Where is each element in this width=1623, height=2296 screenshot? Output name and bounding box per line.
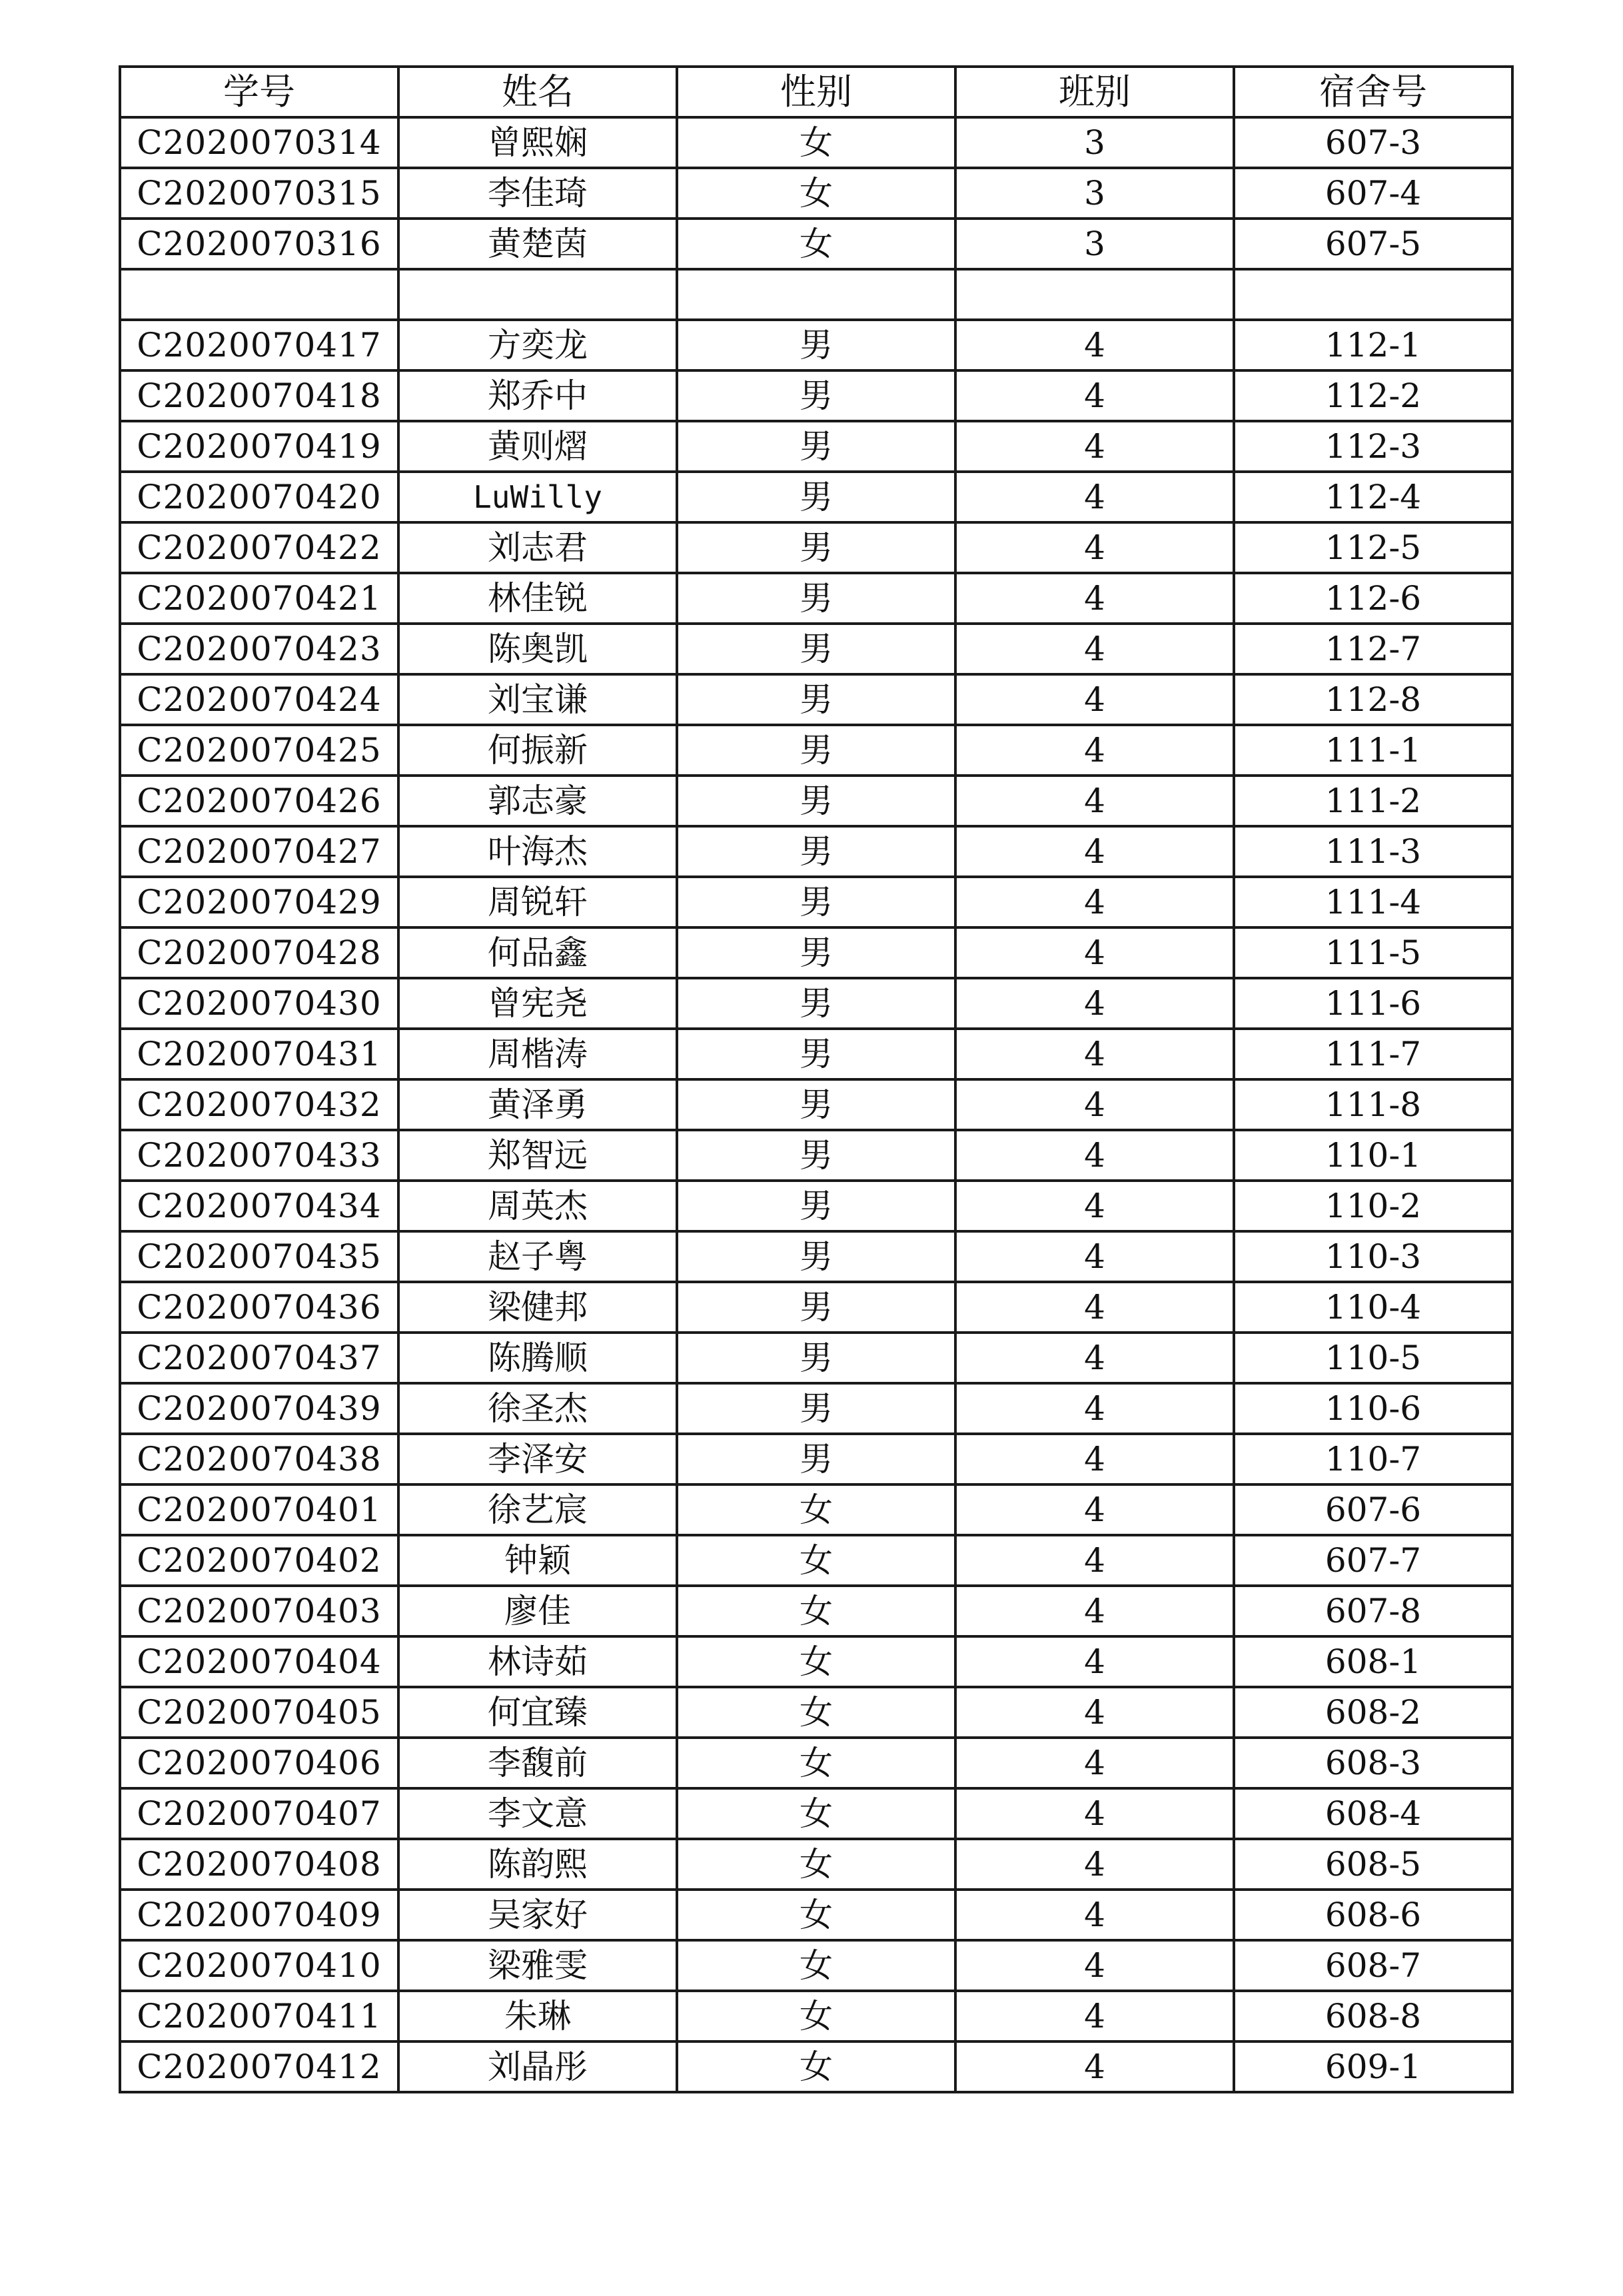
dorm-cell: 111-4 <box>1234 877 1512 927</box>
table-row <box>120 1839 1512 1890</box>
dorm-cell: 112-1 <box>1234 320 1512 370</box>
class-cell: 4 <box>955 1839 1234 1890</box>
class-cell: 4 <box>955 1181 1234 1231</box>
student-id-cell: C2020070401 <box>120 1484 398 1535</box>
gender-cell: 女 <box>677 1636 955 1687</box>
gender-cell: 男 <box>677 1079 955 1130</box>
gender-cell: 男 <box>677 674 955 725</box>
dorm-cell: 110-1 <box>1234 1130 1512 1181</box>
class-cell: 4 <box>955 1484 1234 1535</box>
student-id-cell: C2020070439 <box>120 1383 398 1434</box>
student-id-cell: C2020070402 <box>120 1535 398 1586</box>
table-row <box>120 1181 1512 1231</box>
table-row <box>120 1333 1512 1383</box>
class-cell: 3 <box>955 168 1234 219</box>
class-cell: 4 <box>955 1333 1234 1383</box>
table-row <box>120 624 1512 674</box>
name-cell: 郭志豪 <box>398 776 677 826</box>
table-row <box>120 1484 1512 1535</box>
gender-cell: 女 <box>677 1839 955 1890</box>
table-row <box>120 927 1512 978</box>
name-cell: 郑乔中 <box>398 370 677 421</box>
gender-cell: 男 <box>677 927 955 978</box>
dorm-cell: 111-6 <box>1234 978 1512 1029</box>
gender-cell <box>677 269 955 320</box>
dorm-cell: 112-7 <box>1234 624 1512 674</box>
name-cell: 李佳琦 <box>398 168 677 219</box>
class-cell: 4 <box>955 776 1234 826</box>
dorm-cell: 112-5 <box>1234 522 1512 573</box>
table-row <box>120 978 1512 1029</box>
name-cell: 何品鑫 <box>398 927 677 978</box>
header-row <box>120 67 1512 117</box>
column-header-name: 姓名 <box>398 67 677 117</box>
name-cell: LuWilly <box>398 472 677 522</box>
student-id-cell: C2020070433 <box>120 1130 398 1181</box>
table-row <box>120 1890 1512 1940</box>
class-cell: 4 <box>955 674 1234 725</box>
dorm-cell: 608-7 <box>1234 1940 1512 1991</box>
dorm-cell: 112-3 <box>1234 421 1512 472</box>
class-cell: 3 <box>955 117 1234 168</box>
dorm-cell: 608-6 <box>1234 1890 1512 1940</box>
gender-cell: 男 <box>677 1181 955 1231</box>
student-id-cell: C2020070426 <box>120 776 398 826</box>
dorm-cell: 111-1 <box>1234 725 1512 776</box>
dorm-cell <box>1234 269 1512 320</box>
gender-cell: 男 <box>677 1434 955 1484</box>
class-cell: 4 <box>955 421 1234 472</box>
class-cell: 4 <box>955 725 1234 776</box>
student-id-cell: C2020070424 <box>120 674 398 725</box>
class-cell: 4 <box>955 522 1234 573</box>
class-cell: 4 <box>955 624 1234 674</box>
class-cell: 4 <box>955 320 1234 370</box>
gender-cell: 女 <box>677 1586 955 1636</box>
dorm-cell: 110-6 <box>1234 1383 1512 1434</box>
gender-cell: 男 <box>677 1333 955 1383</box>
student-id-cell: C2020070409 <box>120 1890 398 1940</box>
gender-cell: 男 <box>677 1231 955 1282</box>
class-cell: 4 <box>955 1890 1234 1940</box>
student-id-cell: C2020070435 <box>120 1231 398 1282</box>
gender-cell: 男 <box>677 1130 955 1181</box>
table-body <box>120 117 1512 2092</box>
student-id-cell: C2020070428 <box>120 927 398 978</box>
gender-cell: 男 <box>677 978 955 1029</box>
table-row <box>120 320 1512 370</box>
student-id-cell: C2020070432 <box>120 1079 398 1130</box>
name-cell: 陈奥凯 <box>398 624 677 674</box>
table-row <box>120 2041 1512 2092</box>
table-row <box>120 269 1512 320</box>
table-row <box>120 1029 1512 1079</box>
class-cell: 4 <box>955 2041 1234 2092</box>
dorm-cell: 110-5 <box>1234 1333 1512 1383</box>
name-cell: 徐圣杰 <box>398 1383 677 1434</box>
gender-cell: 女 <box>677 1535 955 1586</box>
name-cell: 曾熙娴 <box>398 117 677 168</box>
name-cell: 徐艺宸 <box>398 1484 677 1535</box>
table-row <box>120 776 1512 826</box>
name-cell: 钟颖 <box>398 1535 677 1586</box>
dorm-cell: 111-7 <box>1234 1029 1512 1079</box>
student-id-cell: C2020070412 <box>120 2041 398 2092</box>
column-header-gender: 性别 <box>677 67 955 117</box>
name-cell: 李泽安 <box>398 1434 677 1484</box>
table-row <box>120 1535 1512 1586</box>
dorm-cell: 607-4 <box>1234 168 1512 219</box>
dorm-cell: 607-5 <box>1234 219 1512 269</box>
dormitory-table <box>119 65 1514 2093</box>
class-cell: 4 <box>955 1991 1234 2041</box>
class-cell: 4 <box>955 472 1234 522</box>
table-row <box>120 1788 1512 1839</box>
gender-cell: 男 <box>677 421 955 472</box>
student-id-cell: C2020070316 <box>120 219 398 269</box>
student-id-cell: C2020070405 <box>120 1687 398 1738</box>
dorm-cell: 111-2 <box>1234 776 1512 826</box>
gender-cell: 女 <box>677 2041 955 2092</box>
name-cell: 何振新 <box>398 725 677 776</box>
table-row <box>120 1687 1512 1738</box>
student-id-cell: C2020070420 <box>120 472 398 522</box>
dorm-cell: 607-8 <box>1234 1586 1512 1636</box>
student-id-cell: C2020070407 <box>120 1788 398 1839</box>
name-cell: 梁雅雯 <box>398 1940 677 1991</box>
class-cell: 4 <box>955 573 1234 624</box>
table-row <box>120 1636 1512 1687</box>
table-row <box>120 1383 1512 1434</box>
table-row <box>120 168 1512 219</box>
class-cell: 4 <box>955 826 1234 877</box>
student-id-cell: C2020070437 <box>120 1333 398 1383</box>
table-row <box>120 573 1512 624</box>
name-cell: 赵子粤 <box>398 1231 677 1282</box>
student-id-cell: C2020070427 <box>120 826 398 877</box>
student-id-cell: C2020070408 <box>120 1839 398 1890</box>
gender-cell: 女 <box>677 117 955 168</box>
class-cell <box>955 269 1234 320</box>
gender-cell: 男 <box>677 826 955 877</box>
class-cell: 4 <box>955 877 1234 927</box>
name-cell: 黄楚茵 <box>398 219 677 269</box>
student-id-cell: C2020070423 <box>120 624 398 674</box>
gender-cell: 男 <box>677 725 955 776</box>
table-row <box>120 370 1512 421</box>
student-id-cell: C2020070315 <box>120 168 398 219</box>
table-row <box>120 522 1512 573</box>
dorm-cell: 607-3 <box>1234 117 1512 168</box>
table-row <box>120 1231 1512 1282</box>
gender-cell: 男 <box>677 1029 955 1079</box>
table-row <box>120 826 1512 877</box>
name-cell: 郑智远 <box>398 1130 677 1181</box>
student-id-cell: C2020070430 <box>120 978 398 1029</box>
dorm-cell: 608-1 <box>1234 1636 1512 1687</box>
name-cell <box>398 269 677 320</box>
dorm-cell: 607-7 <box>1234 1535 1512 1586</box>
student-id-cell: C2020070436 <box>120 1282 398 1333</box>
table-row <box>120 472 1512 522</box>
class-cell: 4 <box>955 1738 1234 1788</box>
table-row <box>120 674 1512 725</box>
gender-cell: 男 <box>677 522 955 573</box>
student-id-cell: C2020070425 <box>120 725 398 776</box>
class-cell: 4 <box>955 1636 1234 1687</box>
gender-cell: 男 <box>677 1383 955 1434</box>
dorm-cell: 607-6 <box>1234 1484 1512 1535</box>
dorm-cell: 112-6 <box>1234 573 1512 624</box>
student-id-cell: C2020070403 <box>120 1586 398 1636</box>
name-cell: 周楷涛 <box>398 1029 677 1079</box>
name-cell: 周锐轩 <box>398 877 677 927</box>
name-cell: 叶海杰 <box>398 826 677 877</box>
gender-cell: 男 <box>677 877 955 927</box>
name-cell: 林佳锐 <box>398 573 677 624</box>
dorm-cell: 609-1 <box>1234 2041 1512 2092</box>
student-id-cell: C2020070417 <box>120 320 398 370</box>
table-row <box>120 117 1512 168</box>
dorm-cell: 111-8 <box>1234 1079 1512 1130</box>
name-cell: 黄则熠 <box>398 421 677 472</box>
dorm-cell: 112-4 <box>1234 472 1512 522</box>
dorm-cell: 608-8 <box>1234 1991 1512 2041</box>
dorm-cell: 608-4 <box>1234 1788 1512 1839</box>
gender-cell: 女 <box>677 1687 955 1738</box>
table-row <box>120 1079 1512 1130</box>
dorm-cell: 608-3 <box>1234 1738 1512 1788</box>
class-cell: 4 <box>955 1079 1234 1130</box>
table-row <box>120 1738 1512 1788</box>
dorm-cell: 110-7 <box>1234 1434 1512 1484</box>
table-row <box>120 219 1512 269</box>
table-row <box>120 1991 1512 2041</box>
class-cell: 4 <box>955 978 1234 1029</box>
name-cell: 刘宝谦 <box>398 674 677 725</box>
student-id-cell: C2020070438 <box>120 1434 398 1484</box>
column-header-dorm: 宿舍号 <box>1234 67 1512 117</box>
class-cell: 4 <box>955 1434 1234 1484</box>
dorm-cell: 608-5 <box>1234 1839 1512 1890</box>
class-cell: 4 <box>955 927 1234 978</box>
name-cell: 刘晶彤 <box>398 2041 677 2092</box>
gender-cell: 女 <box>677 1890 955 1940</box>
class-cell: 4 <box>955 1788 1234 1839</box>
gender-cell: 男 <box>677 1282 955 1333</box>
student-id-cell: C2020070406 <box>120 1738 398 1788</box>
table-row <box>120 1282 1512 1333</box>
class-cell: 4 <box>955 1029 1234 1079</box>
column-header-student-id: 学号 <box>120 67 398 117</box>
gender-cell: 女 <box>677 168 955 219</box>
gender-cell: 男 <box>677 624 955 674</box>
class-cell: 4 <box>955 370 1234 421</box>
gender-cell: 女 <box>677 1738 955 1788</box>
dorm-cell: 112-2 <box>1234 370 1512 421</box>
column-header-class: 班别 <box>955 67 1234 117</box>
class-cell: 4 <box>955 1535 1234 1586</box>
student-id-cell: C2020070421 <box>120 573 398 624</box>
name-cell: 梁健邦 <box>398 1282 677 1333</box>
class-cell: 3 <box>955 219 1234 269</box>
student-id-cell <box>120 269 398 320</box>
student-id-cell: C2020070422 <box>120 522 398 573</box>
class-cell: 4 <box>955 1282 1234 1333</box>
gender-cell: 女 <box>677 1484 955 1535</box>
gender-cell: 女 <box>677 219 955 269</box>
gender-cell: 女 <box>677 1940 955 1991</box>
dorm-cell: 112-8 <box>1234 674 1512 725</box>
gender-cell: 男 <box>677 370 955 421</box>
name-cell: 朱琳 <box>398 1991 677 2041</box>
student-id-cell: C2020070314 <box>120 117 398 168</box>
gender-cell: 男 <box>677 472 955 522</box>
name-cell: 李文意 <box>398 1788 677 1839</box>
name-cell: 陈腾顺 <box>398 1333 677 1383</box>
student-id-cell: C2020070411 <box>120 1991 398 2041</box>
student-id-cell: C2020070434 <box>120 1181 398 1231</box>
student-id-cell: C2020070419 <box>120 421 398 472</box>
name-cell: 廖佳 <box>398 1586 677 1636</box>
dorm-cell: 111-5 <box>1234 927 1512 978</box>
dorm-cell: 110-4 <box>1234 1282 1512 1333</box>
dorm-cell: 110-3 <box>1234 1231 1512 1282</box>
class-cell: 4 <box>955 1687 1234 1738</box>
gender-cell: 男 <box>677 320 955 370</box>
table-row <box>120 1586 1512 1636</box>
table-row <box>120 1130 1512 1181</box>
student-id-cell: C2020070431 <box>120 1029 398 1079</box>
name-cell: 何宜臻 <box>398 1687 677 1738</box>
name-cell: 李馥前 <box>398 1738 677 1788</box>
gender-cell: 女 <box>677 1991 955 2041</box>
gender-cell: 男 <box>677 776 955 826</box>
name-cell: 林诗茹 <box>398 1636 677 1687</box>
class-cell: 4 <box>955 1130 1234 1181</box>
gender-cell: 女 <box>677 1788 955 1839</box>
class-cell: 4 <box>955 1940 1234 1991</box>
table-row <box>120 421 1512 472</box>
class-cell: 4 <box>955 1231 1234 1282</box>
class-cell: 4 <box>955 1586 1234 1636</box>
student-id-cell: C2020070410 <box>120 1940 398 1991</box>
name-cell: 曾宪尧 <box>398 978 677 1029</box>
table-row <box>120 877 1512 927</box>
gender-cell: 男 <box>677 573 955 624</box>
name-cell: 周英杰 <box>398 1181 677 1231</box>
name-cell: 吴家好 <box>398 1890 677 1940</box>
student-id-cell: C2020070418 <box>120 370 398 421</box>
table-row <box>120 1940 1512 1991</box>
name-cell: 黄泽勇 <box>398 1079 677 1130</box>
table-row <box>120 1434 1512 1484</box>
name-cell: 刘志君 <box>398 522 677 573</box>
dorm-cell: 111-3 <box>1234 826 1512 877</box>
dorm-cell: 110-2 <box>1234 1181 1512 1231</box>
student-id-cell: C2020070404 <box>120 1636 398 1687</box>
dorm-cell: 608-2 <box>1234 1687 1512 1738</box>
student-id-cell: C2020070429 <box>120 877 398 927</box>
name-cell: 陈韵熙 <box>398 1839 677 1890</box>
name-cell: 方奕龙 <box>398 320 677 370</box>
class-cell: 4 <box>955 1383 1234 1434</box>
table-row <box>120 725 1512 776</box>
